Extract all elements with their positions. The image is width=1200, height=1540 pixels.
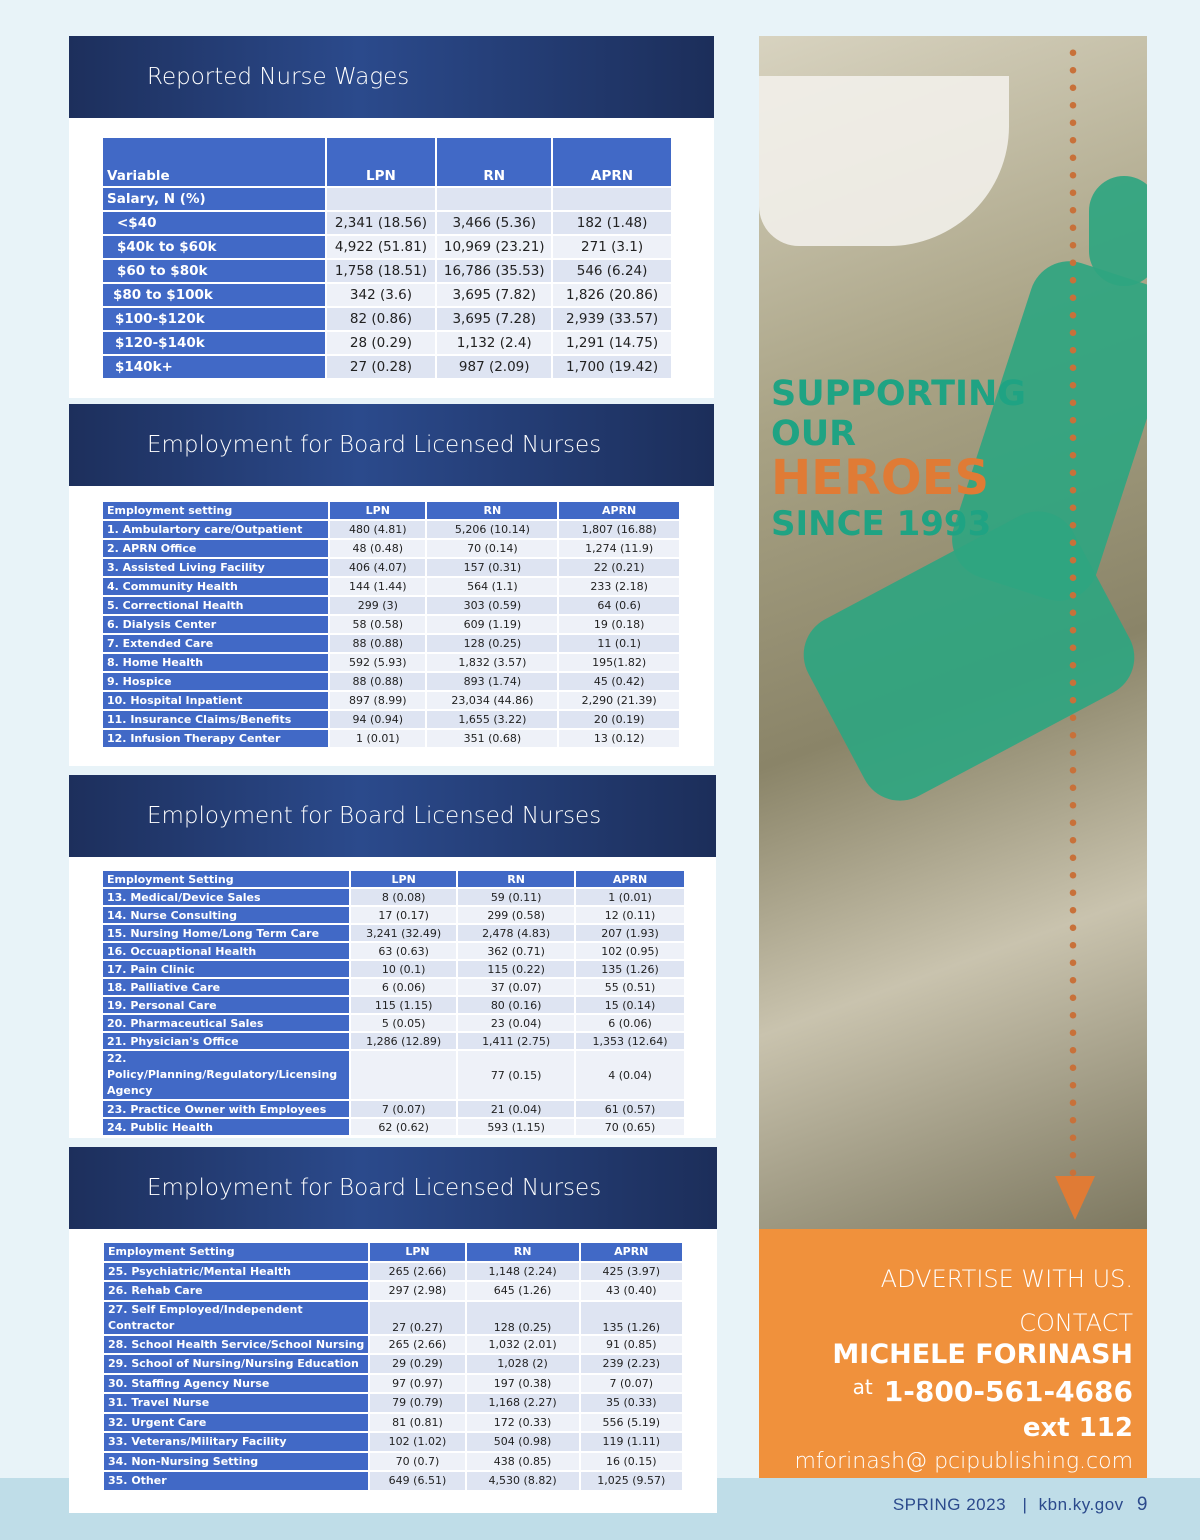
lpn-cell: 897 (8.99)	[330, 692, 425, 709]
rn-cell: 157 (0.31)	[427, 559, 557, 576]
table-row	[103, 925, 684, 941]
row-label: 3. Assisted Living Facility	[103, 559, 328, 576]
site-link[interactable]: kbn.ky.gov	[1038, 1495, 1124, 1514]
table-row	[103, 654, 679, 671]
lpn-cell: 62 (0.62)	[351, 1119, 456, 1135]
row-label: 22. Policy/Planning/Regulatory/Licensing Agency	[103, 1051, 349, 1099]
lpn-cell: 342 (3.6)	[327, 284, 436, 306]
lpn-cell: 88 (0.88)	[330, 673, 425, 690]
table-row	[103, 730, 679, 747]
rn-cell: 16,786 (35.53)	[437, 260, 551, 282]
table-row	[103, 284, 671, 306]
header-cell: LPN	[351, 871, 456, 887]
rn-cell: 23 (0.04)	[458, 1015, 574, 1031]
aprn-cell: 102 (0.95)	[576, 943, 684, 959]
lpn-cell: 27 (0.28)	[327, 356, 436, 378]
row-label: 7. Extended Care	[103, 635, 328, 652]
rn-cell: 10,969 (23.21)	[437, 236, 551, 258]
rn-cell: 504 (0.98)	[467, 1433, 579, 1451]
lpn-cell: 1 (0.01)	[330, 730, 425, 747]
table-group-row	[103, 188, 671, 210]
wages-panel-title: Reported Nurse Wages	[69, 36, 714, 118]
lpn-cell: 3,241 (32.49)	[351, 925, 456, 941]
lpn-cell: 88 (0.88)	[330, 635, 425, 652]
table-row	[104, 1263, 682, 1281]
lpn-cell: 1,286 (12.89)	[351, 1033, 456, 1049]
rn-cell: 128 (0.25)	[467, 1302, 579, 1334]
aprn-cell: 2,939 (33.57)	[553, 308, 671, 330]
header-cell: APRN	[559, 502, 679, 519]
rn-cell: 1,148 (2.24)	[467, 1263, 579, 1281]
rn-cell: 645 (1.26)	[467, 1282, 579, 1300]
aprn-cell: 45 (0.42)	[559, 673, 679, 690]
row-label: 28. School Health Service/School Nursing	[104, 1336, 368, 1354]
employment-panel-2	[69, 775, 716, 1138]
row-label: $40k to $60k	[103, 236, 325, 258]
aprn-cell: 546 (6.24)	[553, 260, 671, 282]
table-row	[103, 692, 679, 709]
lpn-cell: 94 (0.94)	[330, 711, 425, 728]
surgical-mask-shape	[759, 76, 1009, 246]
table-row	[103, 997, 684, 1013]
row-label: 25. Psychiatric/Mental Health	[104, 1263, 368, 1281]
lpn-cell: 10 (0.1)	[351, 961, 456, 977]
aprn-cell: 12 (0.11)	[576, 907, 684, 923]
issue-label: SPRING 2023	[892, 1495, 1007, 1514]
employment-panel-3	[69, 1147, 717, 1513]
aprn-cell: 4 (0.04)	[576, 1051, 684, 1099]
slogan-line-3: HEROES	[771, 450, 990, 506]
row-label: $120-$140k	[103, 332, 325, 354]
row-label: $80 to $100k	[103, 284, 325, 306]
aprn-cell: 182 (1.48)	[553, 212, 671, 234]
row-label: $60 to $80k	[103, 260, 325, 282]
lpn-cell: 265 (2.66)	[370, 1336, 464, 1354]
row-label: 19. Personal Care	[103, 997, 349, 1013]
table-row	[103, 961, 684, 977]
table-row	[103, 1015, 684, 1031]
rn-cell: 3,466 (5.36)	[437, 212, 551, 234]
aprn-cell: 1,353 (12.64)	[576, 1033, 684, 1049]
dotted-line	[1069, 44, 1077, 1179]
table-row	[103, 889, 684, 905]
row-label: 35. Other	[104, 1472, 368, 1490]
header-cell: RN	[458, 871, 574, 887]
table-row	[103, 236, 671, 258]
lpn-cell: 265 (2.66)	[370, 1263, 464, 1281]
table-row	[104, 1282, 682, 1300]
aprn-cell: 239 (2.23)	[581, 1355, 682, 1373]
wages-panel	[69, 36, 714, 398]
lpn-cell: 406 (4.07)	[330, 559, 425, 576]
rn-cell: 115 (0.22)	[458, 961, 574, 977]
aprn-cell: 271 (3.1)	[553, 236, 671, 258]
row-label: 12. Infusion Therapy Center	[103, 730, 328, 747]
header-cell: Variable	[103, 138, 325, 186]
contact-email[interactable]: mforinash@ pcipublishing.com	[794, 1449, 1133, 1474]
lpn-cell: 70 (0.7)	[370, 1453, 464, 1471]
table-row	[103, 635, 679, 652]
contact-phone[interactable]: 1-800-561-4686	[883, 1375, 1133, 1408]
rn-cell: 303 (0.59)	[427, 597, 557, 614]
advertise-contact-box	[759, 1229, 1147, 1478]
table-header-row	[104, 1243, 682, 1261]
lpn-cell: 29 (0.29)	[370, 1355, 464, 1373]
rn-cell: 438 (0.85)	[467, 1453, 579, 1471]
blank-cell	[437, 188, 551, 210]
lpn-cell: 27 (0.27)	[370, 1302, 464, 1334]
header-cell: APRN	[581, 1243, 682, 1261]
aprn-cell: 1 (0.01)	[576, 889, 684, 905]
row-label: 17. Pain Clinic	[103, 961, 349, 977]
table-row	[104, 1375, 682, 1393]
rn-cell: 987 (2.09)	[437, 356, 551, 378]
lpn-cell: 480 (4.81)	[330, 521, 425, 538]
aprn-cell: 135 (1.26)	[576, 961, 684, 977]
lpn-cell: 82 (0.86)	[327, 308, 436, 330]
table-row	[103, 943, 684, 959]
aprn-cell: 16 (0.15)	[581, 1453, 682, 1471]
glove-shape	[1089, 176, 1147, 286]
row-label: 18. Palliative Care	[103, 979, 349, 995]
aprn-cell: 43 (0.40)	[581, 1282, 682, 1300]
rn-cell: 1,028 (2)	[467, 1355, 579, 1373]
rn-cell: 80 (0.16)	[458, 997, 574, 1013]
rn-cell: 5,206 (10.14)	[427, 521, 557, 538]
header-cell: RN	[467, 1243, 579, 1261]
at-label: at	[852, 1375, 873, 1399]
row-label: 5. Correctional Health	[103, 597, 328, 614]
header-cell: Employment Setting	[103, 871, 349, 887]
footer-divider: |	[1017, 1495, 1028, 1514]
blank-cell	[553, 188, 671, 210]
table-row	[103, 212, 671, 234]
rn-cell: 1,411 (2.75)	[458, 1033, 574, 1049]
arrow-down-icon	[1055, 1176, 1095, 1220]
header-cell: RN	[437, 138, 551, 186]
lpn-cell	[351, 1051, 456, 1099]
lpn-cell: 297 (2.98)	[370, 1282, 464, 1300]
table-header-row	[103, 502, 679, 519]
rn-cell: 3,695 (7.28)	[437, 308, 551, 330]
aprn-cell: 135 (1.26)	[581, 1302, 682, 1334]
employment-panel-2-title: Employment for Board Licensed Nurses	[69, 775, 716, 857]
header-cell: LPN	[330, 502, 425, 519]
slogan-line-1: SUPPORTING	[771, 374, 1026, 414]
row-label: 21. Physician's Office	[103, 1033, 349, 1049]
table-row	[104, 1433, 682, 1451]
table-row	[103, 1051, 684, 1099]
aprn-cell: 207 (1.93)	[576, 925, 684, 941]
aprn-cell: 2,290 (21.39)	[559, 692, 679, 709]
table-row	[103, 332, 671, 354]
table-row	[103, 1033, 684, 1049]
rn-cell: 609 (1.19)	[427, 616, 557, 633]
employment-panel-1-title: Employment for Board Licensed Nurses	[69, 404, 714, 486]
aprn-cell: 6 (0.06)	[576, 1015, 684, 1031]
aprn-cell: 119 (1.11)	[581, 1433, 682, 1451]
row-label: 10. Hospital Inpatient	[103, 692, 328, 709]
wages-table	[101, 136, 673, 380]
aprn-cell: 55 (0.51)	[576, 979, 684, 995]
lpn-cell: 102 (1.02)	[370, 1433, 464, 1451]
header-cell: RN	[427, 502, 557, 519]
aprn-cell: 233 (2.18)	[559, 578, 679, 595]
contact-phone-row	[853, 1375, 1133, 1408]
rn-cell: 1,032 (2.01)	[467, 1336, 579, 1354]
employment-table-2	[101, 869, 686, 1137]
lpn-cell: 592 (5.93)	[330, 654, 425, 671]
row-label: 2. APRN Office	[103, 540, 328, 557]
contact-name: MICHELE FORINASH	[832, 1339, 1133, 1370]
row-label: 34. Non-Nursing Setting	[104, 1453, 368, 1471]
table-row	[104, 1453, 682, 1471]
lpn-cell: 115 (1.15)	[351, 997, 456, 1013]
table-row	[104, 1414, 682, 1432]
aprn-cell: 1,826 (20.86)	[553, 284, 671, 306]
row-label: 14. Nurse Consulting	[103, 907, 349, 923]
lpn-cell: 2,341 (18.56)	[327, 212, 436, 234]
lpn-cell: 48 (0.48)	[330, 540, 425, 557]
header-cell: Employment Setting	[104, 1243, 368, 1261]
lpn-cell: 144 (1.44)	[330, 578, 425, 595]
rn-cell: 1,132 (2.4)	[437, 332, 551, 354]
rn-cell: 172 (0.33)	[467, 1414, 579, 1432]
row-label: 30. Staffing Agency Nurse	[104, 1375, 368, 1393]
lpn-cell: 6 (0.06)	[351, 979, 456, 995]
table-row	[103, 521, 679, 538]
table-row	[103, 616, 679, 633]
row-label: 29. School of Nursing/Nursing Education	[104, 1355, 368, 1373]
table-row	[103, 356, 671, 378]
row-label: <$40	[103, 212, 325, 234]
aprn-cell: 20 (0.19)	[559, 711, 679, 728]
page-footer	[893, 1494, 1148, 1516]
advertise-heading: ADVERTISE WITH US.	[880, 1265, 1133, 1293]
row-label: 32. Urgent Care	[104, 1414, 368, 1432]
table-row	[103, 597, 679, 614]
rn-cell: 4,530 (8.82)	[467, 1472, 579, 1490]
aprn-cell: 1,700 (19.42)	[553, 356, 671, 378]
employment-table-3	[102, 1241, 684, 1492]
lpn-cell: 299 (3)	[330, 597, 425, 614]
lpn-cell: 8 (0.08)	[351, 889, 456, 905]
rn-cell: 70 (0.14)	[427, 540, 557, 557]
page-number: 9	[1136, 1494, 1148, 1515]
aprn-cell: 19 (0.18)	[559, 616, 679, 633]
rn-cell: 1,168 (2.27)	[467, 1394, 579, 1412]
table-row	[103, 907, 684, 923]
aprn-cell: 1,291 (14.75)	[553, 332, 671, 354]
aprn-cell: 15 (0.14)	[576, 997, 684, 1013]
aprn-cell: 7 (0.07)	[581, 1375, 682, 1393]
table-row	[104, 1394, 682, 1412]
rn-cell: 593 (1.15)	[458, 1119, 574, 1135]
group-label: Salary, N (%)	[103, 188, 325, 210]
aprn-cell: 64 (0.6)	[559, 597, 679, 614]
table-row	[104, 1302, 682, 1334]
rn-cell: 564 (1.1)	[427, 578, 557, 595]
rn-cell: 59 (0.11)	[458, 889, 574, 905]
aprn-cell: 195(1.82)	[559, 654, 679, 671]
row-label: 26. Rehab Care	[104, 1282, 368, 1300]
lpn-cell: 4,922 (51.81)	[327, 236, 436, 258]
row-label: 20. Pharmaceutical Sales	[103, 1015, 349, 1031]
header-cell: APRN	[553, 138, 671, 186]
row-label: 9. Hospice	[103, 673, 328, 690]
aprn-cell: 1,807 (16.88)	[559, 521, 679, 538]
row-label: $140k+	[103, 356, 325, 378]
table-row	[103, 260, 671, 282]
aprn-cell: 11 (0.1)	[559, 635, 679, 652]
employment-panel-1	[69, 404, 714, 766]
table-row	[104, 1336, 682, 1354]
contact-label: CONTACT	[1019, 1309, 1133, 1337]
table-row	[103, 540, 679, 557]
rn-cell: 351 (0.68)	[427, 730, 557, 747]
table-row	[103, 1119, 684, 1135]
table-row	[104, 1472, 682, 1490]
rn-cell: 893 (1.74)	[427, 673, 557, 690]
table-row	[103, 308, 671, 330]
row-label: 8. Home Health	[103, 654, 328, 671]
rn-cell: 197 (0.38)	[467, 1375, 579, 1393]
table-row	[104, 1355, 682, 1373]
row-label: 1. Ambulartory care/Outpatient	[103, 521, 328, 538]
aprn-cell: 1,274 (11.9)	[559, 540, 679, 557]
rn-cell: 1,655 (3.22)	[427, 711, 557, 728]
aprn-cell: 61 (0.57)	[576, 1101, 684, 1117]
employment-panel-3-title: Employment for Board Licensed Nurses	[69, 1147, 717, 1229]
row-label: 4. Community Health	[103, 578, 328, 595]
aprn-cell: 22 (0.21)	[559, 559, 679, 576]
row-label: 23. Practice Owner with Employees	[103, 1101, 349, 1117]
contact-extension: ext 112	[1022, 1413, 1133, 1443]
table-row	[103, 1101, 684, 1117]
aprn-cell: 13 (0.12)	[559, 730, 679, 747]
table-row	[103, 711, 679, 728]
table-row	[103, 578, 679, 595]
slogan-line-2: OUR	[771, 414, 857, 454]
rn-cell: 21 (0.04)	[458, 1101, 574, 1117]
lpn-cell: 81 (0.81)	[370, 1414, 464, 1432]
row-label: 33. Veterans/Military Facility	[104, 1433, 368, 1451]
rn-cell: 128 (0.25)	[427, 635, 557, 652]
aprn-cell: 35 (0.33)	[581, 1394, 682, 1412]
lpn-cell: 5 (0.05)	[351, 1015, 456, 1031]
blank-cell	[327, 188, 436, 210]
row-label: 31. Travel Nurse	[104, 1394, 368, 1412]
header-cell: Employment setting	[103, 502, 328, 519]
row-label: 6. Dialysis Center	[103, 616, 328, 633]
rn-cell: 299 (0.58)	[458, 907, 574, 923]
rn-cell: 3,695 (7.82)	[437, 284, 551, 306]
advertisement-photo	[759, 36, 1147, 1229]
row-label: 11. Insurance Claims/Benefits	[103, 711, 328, 728]
table-header-row	[103, 138, 671, 186]
aprn-cell: 1,025 (9.57)	[581, 1472, 682, 1490]
aprn-cell: 70 (0.65)	[576, 1119, 684, 1135]
row-label: 13. Medical/Device Sales	[103, 889, 349, 905]
employment-table-1	[101, 500, 681, 749]
row-label: 15. Nursing Home/Long Term Care	[103, 925, 349, 941]
rn-cell: 2,478 (4.83)	[458, 925, 574, 941]
header-cell: LPN	[370, 1243, 464, 1261]
lpn-cell: 17 (0.17)	[351, 907, 456, 923]
lpn-cell: 79 (0.79)	[370, 1394, 464, 1412]
table-row	[103, 559, 679, 576]
lpn-cell: 58 (0.58)	[330, 616, 425, 633]
rn-cell: 37 (0.07)	[458, 979, 574, 995]
table-header-row	[103, 871, 684, 887]
rn-cell: 362 (0.71)	[458, 943, 574, 959]
aprn-cell: 556 (5.19)	[581, 1414, 682, 1432]
header-cell: APRN	[576, 871, 684, 887]
table-row	[103, 979, 684, 995]
lpn-cell: 63 (0.63)	[351, 943, 456, 959]
aprn-cell: 91 (0.85)	[581, 1336, 682, 1354]
header-cell: LPN	[327, 138, 436, 186]
rn-cell: 1,832 (3.57)	[427, 654, 557, 671]
aprn-cell: 425 (3.97)	[581, 1263, 682, 1281]
row-label: $100-$120k	[103, 308, 325, 330]
row-label: 24. Public Health	[103, 1119, 349, 1135]
row-label: 27. Self Employed/Independent Contractor	[104, 1302, 368, 1334]
lpn-cell: 1,758 (18.51)	[327, 260, 436, 282]
lpn-cell: 28 (0.29)	[327, 332, 436, 354]
table-row	[103, 673, 679, 690]
rn-cell: 23,034 (44.86)	[427, 692, 557, 709]
rn-cell: 77 (0.15)	[458, 1051, 574, 1099]
slogan-line-4: SINCE 1993	[771, 504, 992, 544]
lpn-cell: 649 (6.51)	[370, 1472, 464, 1490]
lpn-cell: 7 (0.07)	[351, 1101, 456, 1117]
row-label: 16. Occuaptional Health	[103, 943, 349, 959]
lpn-cell: 97 (0.97)	[370, 1375, 464, 1393]
